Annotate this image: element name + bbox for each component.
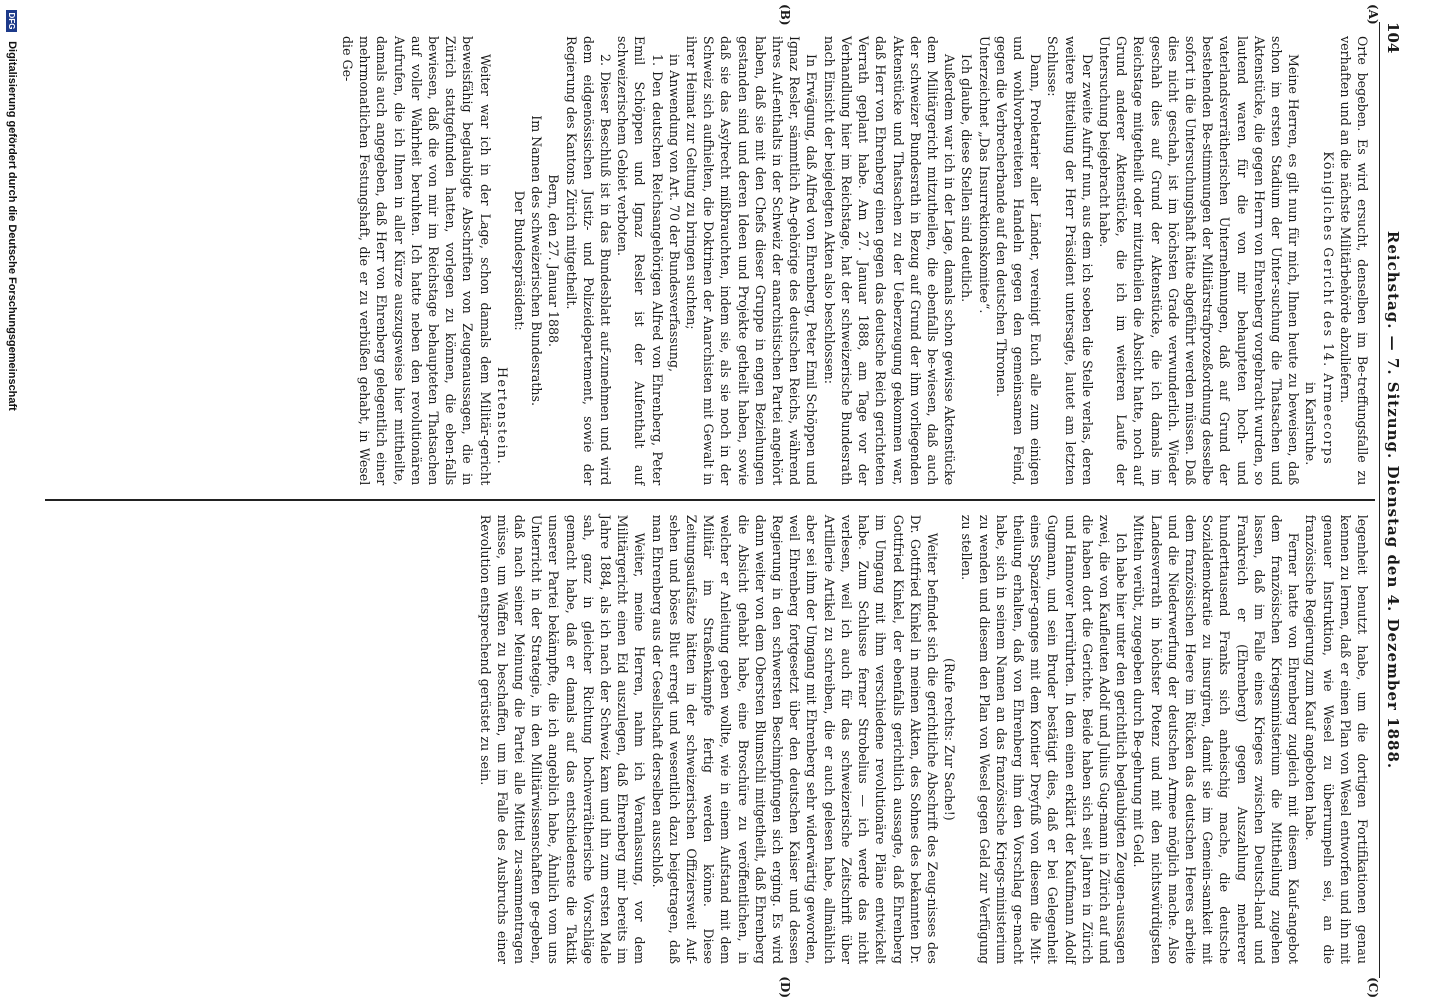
paragraph: Außerdem war ich in der Lage, damals schon gewisse Aktenstücke dem Militärgericht mitzutheilen, die ebenfalls be-wiesen, daß auch der schweizer Bundesrath in Bezug auf Grund der ihm vorliegenden Aktenstücke und Thatsachen zu der Ueberzeugung gekommen war, daß Herr von Ehrenberg einen gegen das deutsche Reich gerichteten Verrath geplant habe. Am 27. Januar 1888, am Tage vor der Verhandlung hier im Reichstage, hat der schweizerische Bundesrath nach Einsicht der beigelegten Akten also beschlossen: bbox=[821, 36, 958, 486]
footer-text: Digitalisierung gefördert durch die Deutsche Forschungsgemeinschaft bbox=[6, 41, 18, 411]
right-column bbox=[45, 501, 1375, 978]
left-column bbox=[45, 22, 1375, 499]
margin-marker-c: (C) bbox=[1366, 977, 1380, 998]
paragraph: 2. Dieser Beschluß ist in das Bundesblatt auf-zunehmen und wird dem eidgenössischen Justiz- und Polizeidepartement, sowie der Regierung des Kantons Zürich mitgetheilt. bbox=[563, 36, 614, 486]
paragraph: Ferner hatte von Ehrenberg zugleich mit diesem Kauf-angebot dem französischen Kriegsministerium die Mittheilung zugehen lassen, daß im Falle eines Krieges zwischen Deutsch-land und Frankreich er (Ehrenberg) gegen Auszahlung mehrerer hunderttausend Franks sich anheischig mache, die deutsche Sozialdemokratie zu insurgiren, damit sie im Gemein-samkeit mit dem französischen Heere im Rücken das deutschen Heeres arbeite und die Niederwerfung der deutschen Armee möglich mache. Also Landesverrath in höchster Potenz und mit den nichtswürdigsten Mitteln verübt, zugegeben durch Be-gehrung mit Geld. bbox=[1131, 514, 1302, 964]
paragraph: Im Namen des schweizerischen Bundesraths. bbox=[529, 115, 545, 407]
text-columns bbox=[45, 22, 1375, 978]
paragraph: in Karlsruhe. bbox=[1303, 381, 1319, 466]
paragraph: Ich glaube, diese Stellen sind deutlich. bbox=[959, 54, 975, 303]
margin-marker-d: (D) bbox=[778, 976, 792, 998]
page-title: Reichstag. — 7. Sitzung. Dienstag den 4. Dezember 1888. bbox=[1384, 230, 1402, 770]
margin-marker-a: (A) bbox=[1366, 4, 1380, 25]
digitization-footer bbox=[6, 10, 18, 411]
paragraph: Königliches Gericht des 14. Armeecorps bbox=[1320, 151, 1336, 466]
paragraph: legenheit benutzt habe, um die dortigen Fortifikationen genau kennen zu lernen, daß er einen Plan von Wesel entworfen und ihn mit genauer Instruktion, wie Wesel zu überrumpeln sei, an die französische Regierung zum Kauf angeboten habe. bbox=[1303, 514, 1370, 964]
margin-marker-b: (B) bbox=[778, 4, 792, 26]
paragraph: In Erwägung, daß Alfred von Ehrenberg, Peter Emil Schöppen und Ignaz Resler, sämmtlich An-gehörige des deutschen Reichs, während ihres Auf-enthalts in der Schweiz der anarchistischen Partei angehört haben, daß sie mit den Chefs dieser Gruppe in engen Beziehungen gestanden sind und deren Ideen und Projekte getheilt haben, sowie daß sie das Asylrecht mißbrauchten, indem sie, als sie noch in der Schweiz sich aufhielten, die Doktrinen der Anarchisten mit Gewalt in ihrer Heimat zur Geltung zu bringen suchten; bbox=[684, 36, 820, 486]
paragraph: Der Bundespräsident: bbox=[512, 190, 528, 331]
paragraph: Bern, den 27. Januar 1888. bbox=[546, 174, 562, 348]
paragraph: in Anwendung von Art. 70 der Bundesverfassung, bbox=[666, 54, 682, 373]
paragraph: Hertenstein. bbox=[494, 367, 510, 466]
paragraph: Unterzeichnet „Das Insurrektionskomitee“. bbox=[976, 36, 992, 314]
paragraph: (Rufe rechts: Zur Sache!) bbox=[942, 658, 958, 821]
paragraph: Orte begeben. Es wird ersucht, denselben im Be-treffungsfalle zu verhaften und an die nächste Militärbehörde abzuliefern. bbox=[1337, 36, 1370, 486]
dfg-logo-icon: DFG bbox=[6, 10, 17, 32]
paragraph: Weiter, meine Herren, nahm ich Veranlassung, vor dem Militärgericht einen Eid auszulegen, daß Ehrenberg mir bereits im Jahre 1884, als ich nach der Schweiz kam und ihn zum ersten Male sah, ganz in gleicher Richtung hochverrätherische Vorschläge gemacht habe, daß er damals auf das entschiedenste die Taktik unserer Partei bekämpfte, die ich angeblich habe, Ähnlich vom uns Unterricht in der Strategie, in den Militärwissenschaften ge-geben, daß nach seiner Meinung die Partei alle Mittel zu-sammentragen müsse, um Waffen zu beschaffen, um im Falle des Ausbruchs einer Revolution entsprechend gerüstet zu sein. bbox=[477, 514, 648, 964]
paragraph: Weiter befindet sich die gerichtliche Abschrift des Zeug-nisses des Dr. Gottfried Kinkel in meinen Akten, des Sohnes des bekannten Dr. Gottfried Kinkel, der ebenfalls gerichtlich aussagte, daß Ehrenberg im Umgang mit ihm verschiedene revolutionäre Pläne entwickelt habe. Zum Schlusse ferner Strobelius — ich werde das nicht verlesen, weil ich auch für das schweizerische Zeitschrift über Artillerie Artikel zu schreiben, die er auch gelesen habe, allmählich aber sei ihm der Umgang mit Ehrenberg sehr widerwärtig geworden, weil Ehrenberg fortgesetzt über den deutschen Kaiser und dessen Regierung in den schwersten Beschimpfungen sich erging. Es wird dann weiter von dem Obersten Blumschli mitgetheilt, daß Ehrenberg die Absicht gehabt habe, eine Broschüre zu veröffentlichen, in welcher er Anleitung geben wollte, wie in einem Aufstand mit dem Militär im Straßenkampfe fertig werden könne. Diese Zeitungsaufsätze hätten in der schweizerischen Offiziersweit Auf-sehen und böses Blut erregt und wesentlich dazu beigetragen, daß man Ehrenberg aus der Gesellschaft derselben ausschloß. bbox=[649, 514, 940, 964]
paragraph: Der zweite Aufruf nun, aus dem ich soeben die Stelle verlas, deren weitere Bitteilung der Herr Präsident untersagte, lautet am letzten Schlusse: bbox=[1045, 36, 1095, 486]
page-number: 104 bbox=[1384, 22, 1402, 54]
paragraph: Meine Herren, es gilt nun für mich, Ihnen heute zu beweisen, daß schon im ersten Stadium der Unter-suchung die Thatsachen und Aktenstücke, die gegen Herrn von Ehrenberg vorgebracht wurden, so lautend waren für die von mir behaupteten hoch- und vaterlandsverrätherischen Unternehmungen, daß auf Grund der bestehenden Be-stimmungen der Militärstrafprozeßordnung desselbe sofort in die Untersuchungshaft hätte abgeführt werden müssen. Daß dies nicht geschah, ist im höchsten Grade verwunderlich. Wieder geschah dies auf Grund der Aktenstücke, die ich damals im Reichstage mitgetheilt oder mitzutheilen die Absicht hatte, noch auf Grund anderer Aktenstücke, die ich im weiteren Laufe der Untersuchung beigebracht habe. bbox=[1096, 36, 1302, 486]
paragraph: Ich habe hier unter den gerichtlich beglaubigten Zeugen-aussagen zwei, die von Kaufleuten Adolf und Julius Gug-mann in Zürich auf und die haben dort die Gerichte. Beide haben sich seit Jahren in Zürich und Hannover herrührten. In dem einen erklärt der Kaufmann Adolf Gugmann, und sein Bruder bestätigt dies, daß er bei Gelegenheit eines Spazier-ganges mit dem Kontier Dreyfuß von diesem die Mit-theilung erhalten, daß von Ehrenberg ihm den Vorschlag ge-macht habe, sich in seinem Namen an das französische Kriegs-ministerium zu wenden und diesem den Plan von Wesel gegen Geld zur Verfügung zu stellen. bbox=[959, 514, 1130, 964]
paragraph: Weiter war ich in der Lage, schon damals dem Militär-gericht beweisfähig beglaubigte Abschriften von Zeugenaussagen, die in Zürich stattgefunden hatten, vorlegen zu können, die eben-falls bewiesen, daß die von mir im Reichstage behaupteten Thatsachen auf voller Wahrheit beruhten. Ich hatte neben den revolutionären Aufrufen, die ich Ihnen in aller Kürze auszugsweise hier mittheilte, damals auch angegeben, daß Herr von Ehrenberg gelegentlich einer mehrmonatlichen Festungshaft, die er zu verbüßen gehabt, in Wesel die Ge- bbox=[340, 36, 493, 486]
paragraph: Dann, Proletarier aller Länder, vereinigt Euch alle zum einigen und wohlvorbereiteten Handeln gegen den gemeinsamen Feind, gegen die Verbrecherbande auf den deutschen Thronen. bbox=[993, 36, 1044, 486]
paragraph: 1. Den deutschen Reichsangehörigen Alfred von Ehrenberg, Peter Emil Schöppen und Ignaz Resler ist der Aufenthalt auf schweizerischem Gebiet verboten. bbox=[615, 36, 665, 486]
page-header bbox=[1379, 22, 1402, 978]
